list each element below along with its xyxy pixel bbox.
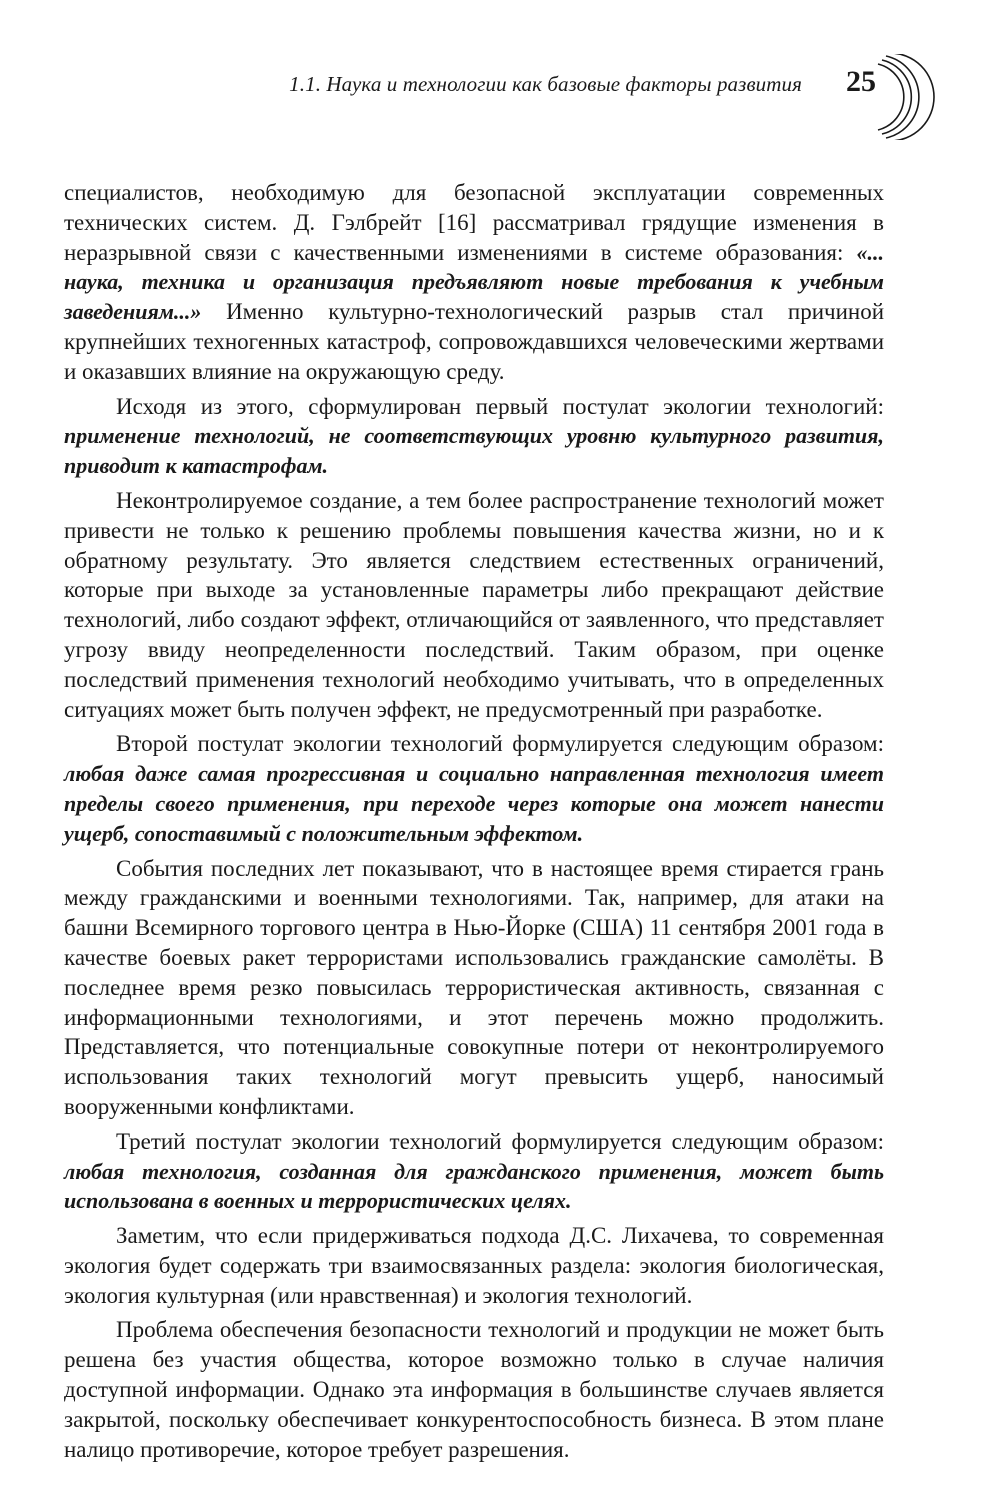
text-run: Проблема обеспечения безопасности технологий и продукции не может быть решена без участия общества, которое возможно только в случае наличия доступной информации. Однако эта информация в большинстве случаев является закрытой, поскольку обеспечивает конкурентоспособность бизнеса. В этом плане налицо противоречие, которое требует разрешения.	[64, 1317, 884, 1462]
text-run: Исходя из этого, сформулирован первый постулат экологии технологий:	[116, 393, 884, 419]
page-number: 25	[846, 65, 876, 98]
postulate-3: любая технология, созданная для гражданского применения, может быть использована в военных и террористических целях.	[64, 1158, 884, 1214]
text-run: Неконтролируемое создание, а тем более распространение технологий может привести не только к решению проблемы повышения качества жизни, но и к обратному результату. Это является следствием естественных ограничений, которые при выходе за установленные параметры либо прекращают действие технологий, либо создают эффект, отличающийся от заявленного, что представляет угрозу ввиду неопределенности последствий. Таким образом, при оценке последствий применения технологий необходимо учитывать, что в определенных ситуациях может быть получен эффект, не предусмотренный при разработке.	[64, 487, 884, 722]
running-title: 1.1. Наука и технологии как базовые факторы развития	[289, 72, 802, 96]
paragraph	[64, 178, 884, 387]
italic-quote: «... наука, техника и организация предъявляют новые требования к учебным заведениям...»	[64, 239, 884, 325]
paragraph	[64, 1315, 884, 1464]
postulate-2: любая даже самая прогрессивная и социально направленная технология имеет пределы своего применения, при переходе через которые она может нанести ущерб, сопоставимый с положительным эффектом.	[64, 761, 884, 846]
paragraph	[64, 1221, 884, 1310]
text-run: События последних лет показывают, что в настоящее время стирается грань между гражданскими и военными технологиями. Так, например, для атаки на башни Всемирного торгового центра в Нью-Йорке (США) 11 сентября 2001 года в качестве боевых ракет террористами использовались гражданские самолёты. В последнее время резко повысилась террористическая активность, связанная с информационными технологиями, и этот перечень можно продолжить. Представляется, что потенциальные совокупные потери от неконтролируемого использования таких технологий могут превысить ущерб, наносимый вооруженными конфликтами.	[64, 855, 884, 1119]
text-run: Второй постулат экологии технологий формулируется следующим образом:	[116, 731, 884, 757]
paragraph	[64, 486, 884, 724]
postulate-1: применение технологий, не соответствующих уровню культурного развития, приводит к катастрофам.	[64, 423, 884, 479]
paragraph	[64, 1127, 884, 1216]
text-run: Заметим, что если придерживаться подхода Д.С. Лихачева, то современная экология будет содержать три взаимосвязанных раздела: экология биологическая, экология культурная (или нравственная) и экология технологий.	[64, 1223, 884, 1308]
paragraph	[64, 392, 884, 481]
text-run: Третий постулат экологии технологий формулируется следующим образом:	[116, 1128, 884, 1154]
text-run: Именно культурно-технологический разрыв стал причиной крупнейших техногенных катастроф, сопровождавшихся человеческими жертвами и оказавших влияние на окружающую среду.	[64, 299, 884, 384]
text-run: специалистов, необходимую для безопасной эксплуатации современных технических систем. Д. Гэлбрейт [16] рассматривал грядущие изменения в неразрывной связи с качественными изменениями в системе образования:	[64, 180, 884, 265]
paragraph	[64, 729, 884, 848]
body-text	[64, 178, 884, 1464]
page-header	[0, 62, 1000, 132]
page-number-arcs-icon	[870, 54, 940, 140]
paragraph	[64, 854, 884, 1122]
